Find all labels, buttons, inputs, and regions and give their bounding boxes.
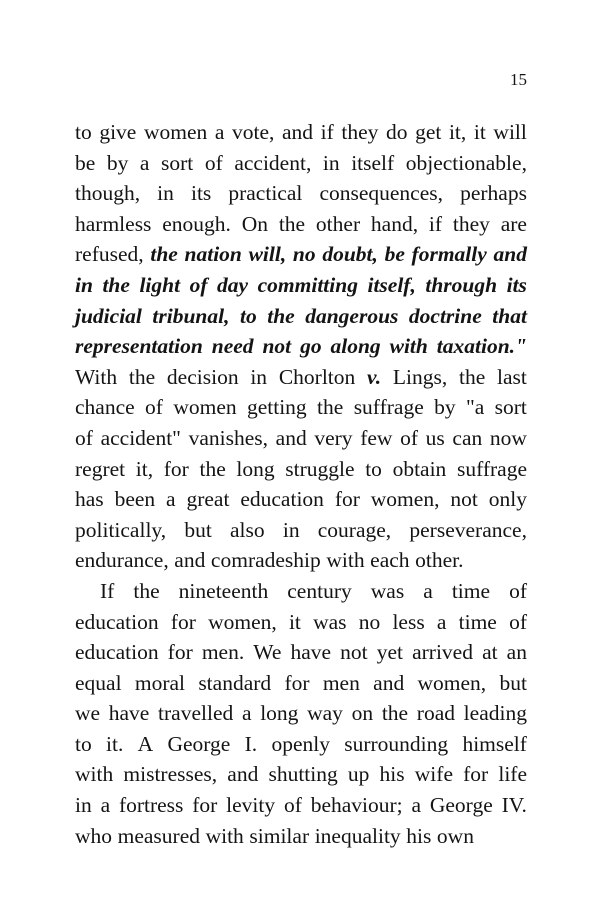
word: it — [288, 609, 301, 634]
word: politically, — [75, 517, 167, 542]
word: with — [75, 762, 114, 787]
word: sort — [494, 395, 527, 420]
word: arrived — [412, 640, 473, 665]
word: it — [473, 120, 486, 144]
word: way — [307, 701, 343, 726]
word: great — [186, 487, 230, 512]
text-line — [75, 301, 527, 332]
word: that — [492, 303, 527, 328]
word: at — [482, 640, 498, 665]
word: perhaps — [460, 181, 527, 206]
word: fortress — [118, 793, 184, 818]
text-line — [75, 637, 527, 668]
word: yet — [376, 640, 404, 665]
word: refused, — [75, 242, 144, 267]
word: with — [389, 334, 428, 359]
word: a — [411, 793, 422, 818]
word: a — [166, 487, 176, 512]
word: hand, — [370, 211, 419, 236]
word: women — [173, 395, 237, 420]
word: suffrage — [353, 395, 424, 420]
text-line — [75, 392, 527, 423]
word: representation — [75, 334, 203, 359]
word: in — [322, 150, 340, 175]
word: equal — [75, 670, 122, 695]
text-line — [75, 270, 527, 301]
word: the — [381, 701, 409, 726]
text-line — [75, 454, 527, 485]
word: though, — [75, 181, 141, 206]
word: own — [436, 823, 474, 848]
text-line — [75, 331, 527, 362]
word: nineteenth — [178, 578, 269, 603]
word: was — [313, 609, 347, 634]
word: it, — [448, 120, 467, 144]
word: only — [488, 487, 527, 512]
word: George — [429, 793, 493, 818]
paragraph — [75, 117, 527, 576]
word: they — [452, 211, 490, 236]
word: suffrage — [456, 456, 527, 481]
word: through — [425, 272, 498, 297]
text-line — [75, 821, 527, 852]
word: doctrine — [408, 303, 482, 328]
text-line — [75, 698, 527, 729]
word: IV. — [501, 793, 527, 818]
text-line — [75, 117, 527, 148]
text-line — [75, 668, 527, 699]
word: if — [320, 120, 334, 144]
word: men. — [201, 640, 245, 665]
word: tribunal, — [152, 303, 230, 328]
word: up — [347, 762, 370, 787]
word: We — [253, 640, 282, 665]
word: we — [75, 701, 101, 726]
word: with — [205, 823, 244, 848]
word: of — [145, 395, 163, 420]
word: the — [317, 395, 344, 420]
word: moral — [134, 670, 186, 695]
word: it. — [106, 731, 124, 756]
word: for — [284, 670, 310, 695]
word: Lings, — [392, 364, 448, 389]
word: a — [214, 120, 225, 144]
word: education — [75, 640, 159, 665]
word: long — [236, 456, 275, 481]
word: road — [416, 701, 455, 726]
word: last — [497, 364, 527, 389]
word: for — [334, 487, 360, 512]
word: women, — [208, 609, 277, 634]
word: who — [75, 823, 113, 848]
word: " — [515, 334, 527, 359]
word: comradeship — [210, 548, 321, 573]
word: in — [157, 181, 174, 206]
word: have — [108, 701, 150, 726]
text-line — [75, 423, 527, 454]
word: of — [509, 578, 527, 603]
text-line — [75, 209, 527, 240]
text-line — [75, 576, 527, 607]
word: be — [75, 150, 96, 175]
word: a — [423, 578, 433, 603]
word: formally — [411, 242, 487, 267]
word: no — [358, 609, 381, 634]
word: openly — [271, 731, 330, 756]
word: will — [493, 120, 527, 144]
word: century — [287, 578, 352, 603]
word: inequality — [314, 823, 401, 848]
word: and — [275, 425, 307, 450]
word: day — [217, 272, 249, 297]
word: a — [139, 150, 150, 175]
word: of — [509, 609, 527, 634]
word: not — [262, 334, 292, 359]
text-line — [75, 484, 527, 515]
word: of — [189, 272, 208, 297]
word: "a — [465, 395, 485, 420]
word: education — [240, 487, 324, 512]
word: travelled — [158, 701, 234, 726]
word: less — [392, 609, 425, 634]
word: the — [128, 364, 156, 389]
word: struggle — [285, 456, 355, 481]
word: a — [100, 793, 111, 818]
word: will, — [248, 242, 287, 267]
word: not — [340, 640, 368, 665]
word: for — [463, 762, 489, 787]
word: it, — [135, 456, 154, 481]
word: and — [373, 670, 405, 695]
word: objectionable, — [405, 150, 527, 175]
word: women — [143, 120, 208, 144]
word: the — [150, 242, 178, 267]
word: not — [450, 487, 478, 512]
word: be — [384, 242, 405, 267]
word: no — [292, 242, 316, 267]
word: but — [184, 517, 212, 542]
text-line — [75, 729, 527, 760]
word: courage, — [317, 517, 392, 542]
word: give — [99, 120, 137, 144]
word: and — [493, 242, 527, 267]
text-line — [75, 239, 527, 270]
word: and — [174, 548, 206, 573]
word: us — [425, 425, 445, 450]
word: vote, — [231, 120, 275, 144]
word: enough. — [162, 211, 231, 236]
word: along — [330, 334, 381, 359]
word: itself, — [367, 272, 416, 297]
word: practical — [228, 181, 303, 206]
word: v. — [367, 364, 382, 389]
word: obtain — [392, 456, 447, 481]
word: committing — [257, 272, 358, 297]
word: life — [498, 762, 527, 787]
word: doubt, — [322, 242, 378, 267]
word: to — [75, 731, 92, 756]
word: for — [167, 640, 193, 665]
word: consequences, — [319, 181, 444, 206]
word: also — [230, 517, 265, 542]
word: other — [315, 211, 361, 236]
word: the — [459, 364, 486, 389]
word: If — [100, 578, 115, 603]
text-line — [75, 178, 527, 209]
word: can — [452, 425, 483, 450]
word: an — [506, 640, 527, 665]
word: if — [428, 211, 443, 236]
text-line — [75, 515, 527, 546]
word: a — [241, 701, 252, 726]
word: each — [370, 548, 410, 573]
word: with — [326, 548, 365, 573]
word: few — [360, 425, 393, 450]
word: in — [75, 793, 92, 818]
word: now — [489, 425, 527, 450]
word: On — [241, 211, 269, 236]
word: on — [351, 701, 374, 726]
word: of — [204, 150, 223, 175]
word: himself — [462, 731, 527, 756]
word: its — [506, 272, 527, 297]
word: mistresses, — [123, 762, 218, 787]
word: decision — [166, 364, 239, 389]
word: nation — [184, 242, 242, 267]
word: men — [322, 670, 360, 695]
word: similar — [249, 823, 310, 848]
word: women, — [417, 670, 487, 695]
text-line — [75, 148, 527, 179]
word: and — [227, 762, 259, 787]
word: its — [190, 181, 212, 206]
word: judicial — [75, 303, 142, 328]
word: shutting — [268, 762, 338, 787]
word: of — [75, 425, 93, 450]
word: been — [114, 487, 156, 512]
word: a — [436, 609, 447, 634]
word: wife — [414, 762, 453, 787]
word: education — [75, 609, 159, 634]
word: has — [75, 487, 104, 512]
word: to — [239, 303, 257, 328]
page-number: 15 — [510, 70, 527, 89]
word: other. — [415, 548, 464, 573]
word: the — [133, 578, 160, 603]
word: light — [139, 272, 181, 297]
word: very — [314, 425, 353, 450]
word: taxation." — [436, 334, 527, 359]
word: behaviour; — [310, 793, 403, 818]
word: for — [163, 456, 189, 481]
body-text — [75, 117, 527, 851]
text-line — [75, 759, 527, 790]
word: by — [434, 395, 456, 420]
word: time — [451, 578, 491, 603]
word: in — [282, 517, 300, 542]
word: to — [75, 120, 92, 144]
word: they — [341, 120, 379, 144]
text-line — [75, 607, 527, 638]
text-line — [75, 362, 527, 393]
word: get — [415, 120, 442, 144]
word: do — [385, 120, 408, 144]
word: of — [400, 425, 418, 450]
word: George — [167, 731, 231, 756]
word: of — [283, 793, 302, 818]
word: A — [137, 731, 154, 756]
word: Chorlton — [278, 364, 356, 389]
word: chance — [75, 395, 135, 420]
word: levity — [226, 793, 276, 818]
word: have — [290, 640, 332, 665]
word: sort — [161, 150, 194, 175]
word: are — [500, 211, 527, 236]
text-line — [75, 790, 527, 821]
word: but — [499, 670, 527, 695]
word: need — [211, 334, 254, 359]
word: in — [250, 364, 268, 389]
word: was — [370, 578, 405, 603]
word: time — [458, 609, 497, 634]
word: by — [106, 150, 129, 175]
text-line — [75, 545, 527, 576]
word: his — [379, 762, 405, 787]
word: accident" — [100, 425, 181, 450]
word: the — [278, 211, 306, 236]
word: getting — [246, 395, 307, 420]
word: and — [281, 120, 314, 144]
word: I. — [244, 731, 258, 756]
word: harmless — [75, 211, 152, 236]
word: the — [199, 456, 226, 481]
paragraph — [75, 576, 527, 851]
word: standard — [198, 670, 272, 695]
word: the — [102, 272, 130, 297]
word: to — [365, 456, 382, 481]
word: for — [192, 793, 218, 818]
word: in — [75, 272, 93, 297]
word: perseverance, — [409, 517, 527, 542]
word: go — [300, 334, 322, 359]
word: With — [75, 364, 118, 389]
word: endurance, — [75, 548, 169, 573]
word: surrounding — [344, 731, 449, 756]
word: itself — [351, 150, 395, 175]
word: long — [260, 701, 299, 726]
word: vanishes, — [188, 425, 269, 450]
word: accident, — [234, 150, 312, 175]
word: measured — [117, 823, 200, 848]
word: dangerous — [305, 303, 399, 328]
word: regret — [75, 456, 126, 481]
word: the — [267, 303, 295, 328]
word: women, — [370, 487, 440, 512]
word: for — [170, 609, 196, 634]
word: his — [406, 823, 432, 848]
word: leading — [463, 701, 527, 726]
